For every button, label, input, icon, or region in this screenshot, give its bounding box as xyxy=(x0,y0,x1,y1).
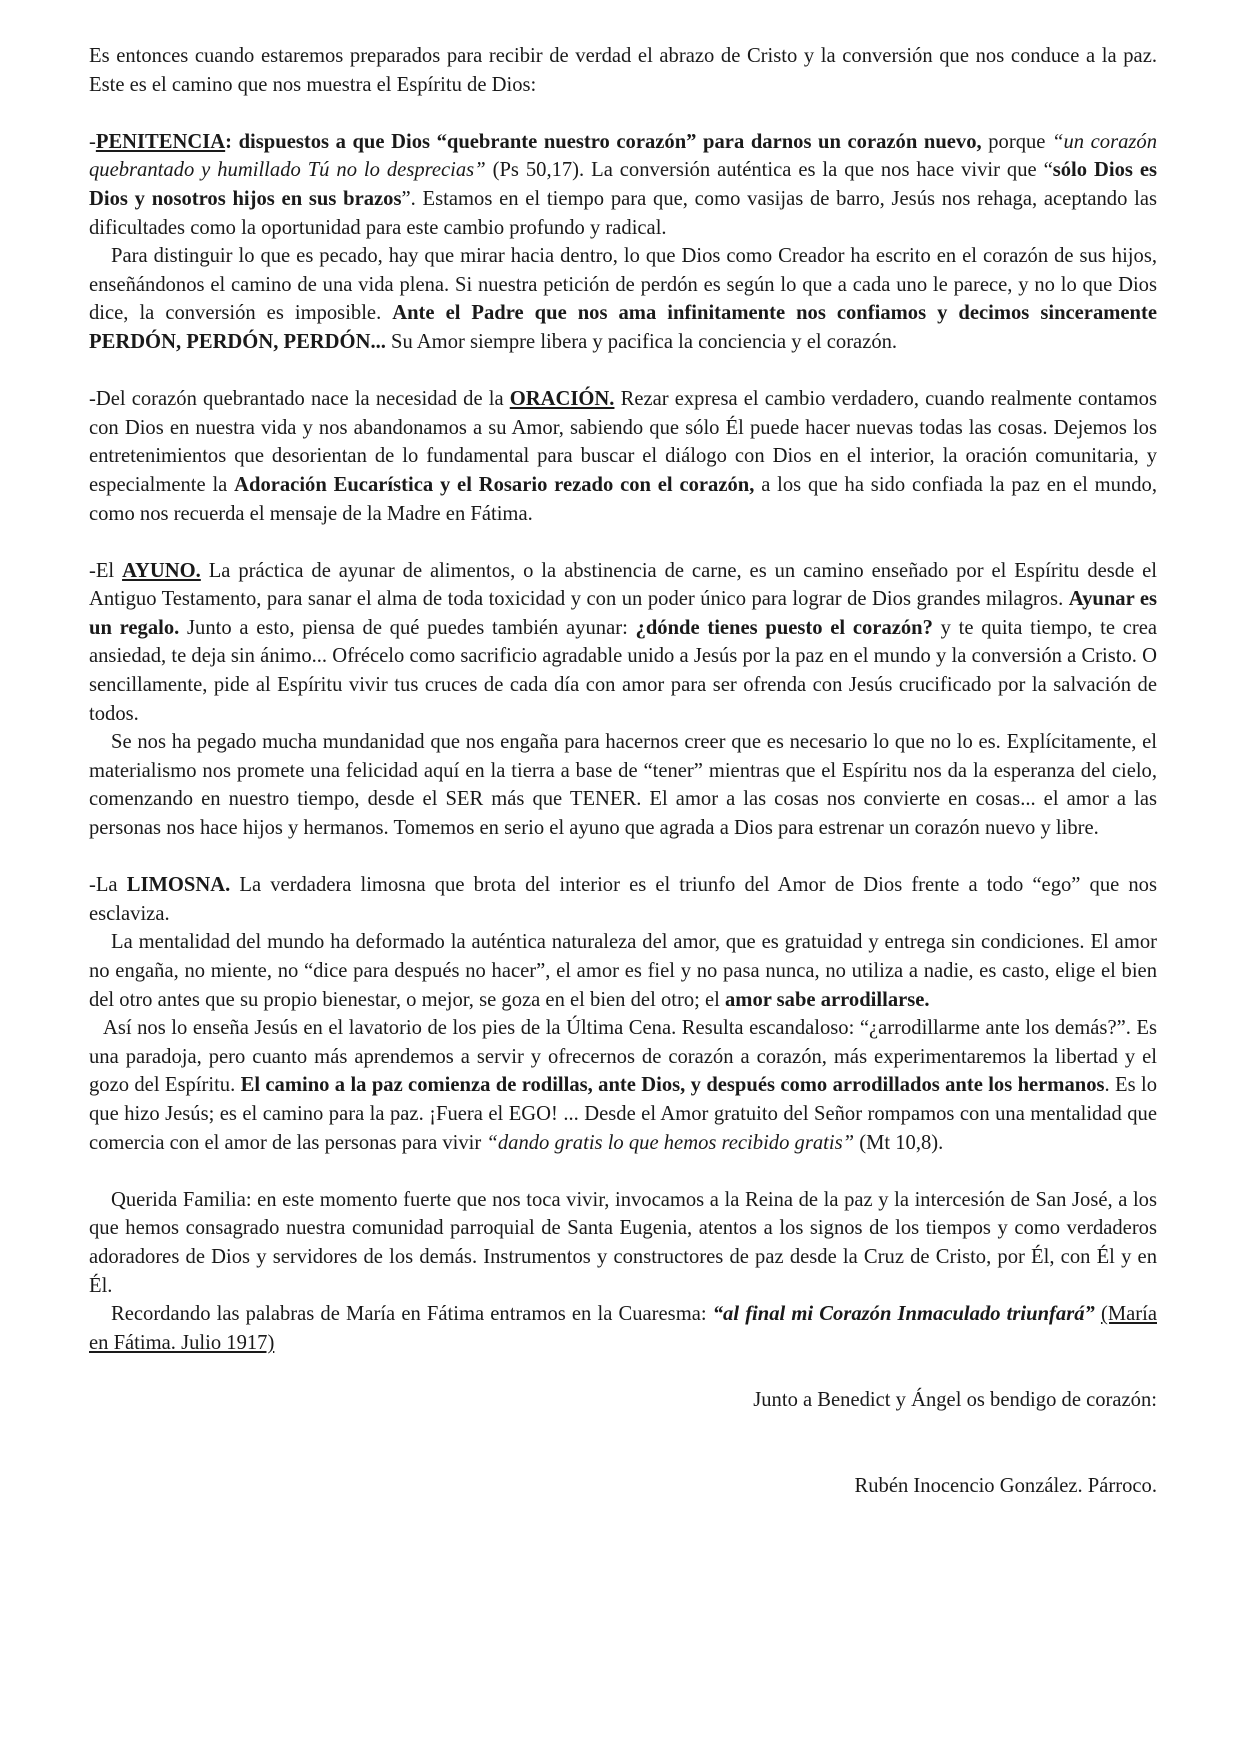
body-text: La mentalidad del mundo ha deformado la auténtica naturaleza del amor, que es gratuidad y entrega sin condiciones. El amor no engaña, no miente, no “dice para después no hacer”, el amor es fiel y no pasa nunca, no utiliza a nadie, es casto, elige el bien del otro antes que su propio bienestar, o mejor, se goza en el bien del otro; el xyxy=(89,931,1157,1011)
intro-paragraph xyxy=(89,42,1157,99)
emphasis: sólo Dios es Dios y nosotros hijos en sus brazos xyxy=(89,159,1157,210)
signature-line xyxy=(89,1472,1157,1501)
body-text: . Es lo que hizo Jesús; es el camino para la paz. ¡Fuera el EGO! ... Desde el Amor gratuito del Señor rompamos con una mentalidad que comercia con el amor de las personas para vivir xyxy=(89,1074,1157,1154)
body-text: La práctica de ayunar de alimentos, o la abstinencia de carne, es un camino enseñado por el Espíritu desde el Antiguo Testamento, para sanar el alma de toda toxicidad y con un poder único para lograr de Dios grandes milagros. xyxy=(89,559,1157,611)
mentalidad-paragraph xyxy=(89,928,1157,1014)
body-text: Recordando las palabras de María en Fátima entramos en la Cuaresma: xyxy=(111,1303,713,1326)
body-text: Su Amor siempre libera y pacifica la conciencia y el corazón. xyxy=(385,330,898,353)
letter-page xyxy=(89,42,1157,1500)
perdon-paragraph xyxy=(89,242,1157,356)
gospel-quote: “dando gratis lo que hemos recibido gratis” xyxy=(486,1131,855,1154)
blessing-text: Junto a Benedict y Ángel os bendigo de corazón: xyxy=(753,1388,1157,1411)
penitencia-paragraph xyxy=(89,128,1157,242)
body-text: (Ps 50,17). La conversión auténtica es la que nos hace vivir que “ xyxy=(485,159,1053,182)
body-text: (Mt 10,8). xyxy=(854,1131,944,1154)
body-text: Junto a esto, piensa de qué puedes también ayunar: xyxy=(179,616,636,639)
body-text: Así nos lo enseña Jesús en el lavatorio de los pies de la Última Cena. Resulta escandaloso: “¿arrodillarme ante los demás?”. Es una paradoja, pero cuanto más aprendemos a servir y ofrecernos de corazón a corazón, más experimentaremos la libertad y el gozo del Espíritu. xyxy=(89,1017,1157,1097)
body-text: Se nos ha pegado mucha mundanidad que nos engaña para hacernos creer que es necesario lo que no lo es. Explícitamente, el materialismo nos promete una felicidad aquí en la tierra a base de “tener” mientras que el Espíritu nos da la esperanza del cielo, comenzando en nuestro tiempo, desde el SER más que TENER. El amor a las cosas nos convierte en cosas... el amor a las personas nos hace hijos y hermanos. Tomemos en serio el ayuno que agrada a Dios para estrenar un corazón nuevo y libre. xyxy=(89,731,1157,840)
limosna-paragraph xyxy=(89,871,1157,928)
oracion-heading: ORACIÓN. xyxy=(509,388,615,411)
emphasis: amor sabe arrodillarse. xyxy=(725,988,930,1011)
body-text: -El xyxy=(89,559,123,582)
familia-paragraph xyxy=(89,1186,1157,1300)
emphasis: Ante el Padre que nos ama infinitamente nos confiamos y decimos sinceramente PERDÓN, PERDÓN, PERDÓN... xyxy=(89,302,1157,353)
body-text: Querida Familia: en este momento fuerte que nos toca vivir, invocamos a la Reina de la paz y la intercesión de San José, a los que hemos consagrado nuestra comunidad parroquial de Santa Eugenia, atentos a los signos de los tiempos y como verdaderos adoradores de Dios y servidores de los demás. Instrumentos y constructores de paz desde la Cruz de Cristo, por Él, con Él y en Él. xyxy=(89,1188,1157,1297)
body-text: -Del corazón quebrantado nace la necesidad de la xyxy=(89,388,510,411)
penitencia-heading: PENITENCIA xyxy=(95,130,226,153)
fatima-paragraph xyxy=(89,1300,1157,1357)
body-text: Rezar expresa el cambio verdadero, cuando realmente contamos con Dios en nuestra vida y nos abandonamos a su Amor, sabiendo que sólo Él puede hacer nuevas todas las cosas. Dejemos los entretenimientos que desorientan de lo fundamental para buscar el diálogo con Dios en el interior, la oración comunitaria, y especialmente la xyxy=(89,388,1157,496)
lavatorio-paragraph xyxy=(89,1014,1157,1157)
fatima-quote: “al final mi Corazón Inmaculado triunfará” xyxy=(712,1303,1095,1326)
intro-text: Es entonces cuando estaremos preparados para recibir de verdad el abrazo de Cristo y la conversión que nos conduce a la paz. Este es el camino que nos muestra el Espíritu de Dios: xyxy=(89,45,1157,96)
penitencia-lead: : dispuestos a que Dios “quebrante nuestro corazón” para darnos un corazón nuevo, xyxy=(225,130,982,153)
body-text: -La xyxy=(89,874,127,897)
emphasis: El camino a la paz comienza de rodillas, ante Dios, y después como arrodillados ante los hermanos xyxy=(240,1074,1105,1097)
signature-text: Rubén Inocencio González. Párroco. xyxy=(854,1474,1157,1497)
body-text: Para distinguir lo que es pecado, hay que mirar hacia dentro, lo que Dios como Creador ha escrito en el corazón de sus hijos, enseñándonos el camino de una vida plena. Si nuestra petición de perdón es según lo que a cada uno le parece, y no lo que Dios dice, la conversión es imposible. xyxy=(89,245,1157,325)
body-text: La verdadera limosna que brota del interior es el triunfo del Amor de Dios frente a todo “ego” que nos esclaviza. xyxy=(89,874,1157,925)
fatima-reference: (María en Fátima. Julio 1917) xyxy=(89,1303,1157,1354)
oracion-paragraph xyxy=(89,385,1157,528)
emphasis: Adoración Eucarística y el Rosario rezado con el corazón, xyxy=(234,473,755,496)
body-text: porque xyxy=(981,130,1053,153)
ayuno-paragraph xyxy=(89,557,1157,729)
psalm-quote: “un corazón quebrantado y humillado Tú no lo desprecias” xyxy=(89,130,1157,182)
emphasis: Ayunar es un regalo. xyxy=(89,588,1158,639)
limosna-heading: LIMOSNA. xyxy=(126,874,231,897)
body-text: a los que ha sido confiada la paz en el mundo, como nos recuerda el mensaje de la Madre en Fátima. xyxy=(89,473,1157,525)
body-text: ”. Estamos en el tiempo para que, como vasijas de barro, Jesús nos rehaga, aceptando las dificultades como la oportunidad para este cambio profundo y radical. xyxy=(89,187,1157,239)
body-text: y te quita tiempo, te crea ansiedad, te deja sin ánimo... Ofrécelo como sacrificio agradable unido a Jesús por la paz en el mundo y la conversión a Cristo. O sencillamente, pide al Espíritu vivir tus cruces de cada día con amor para ser ofrenda con Jesús crucificado por la salvación de todos. xyxy=(89,616,1158,725)
ayuno-heading: AYUNO. xyxy=(122,559,201,582)
mundanidad-paragraph xyxy=(89,728,1157,842)
blessing-line xyxy=(89,1386,1157,1415)
emphasis: ¿dónde tienes puesto el corazón? xyxy=(635,616,933,639)
dash: - xyxy=(89,130,96,153)
